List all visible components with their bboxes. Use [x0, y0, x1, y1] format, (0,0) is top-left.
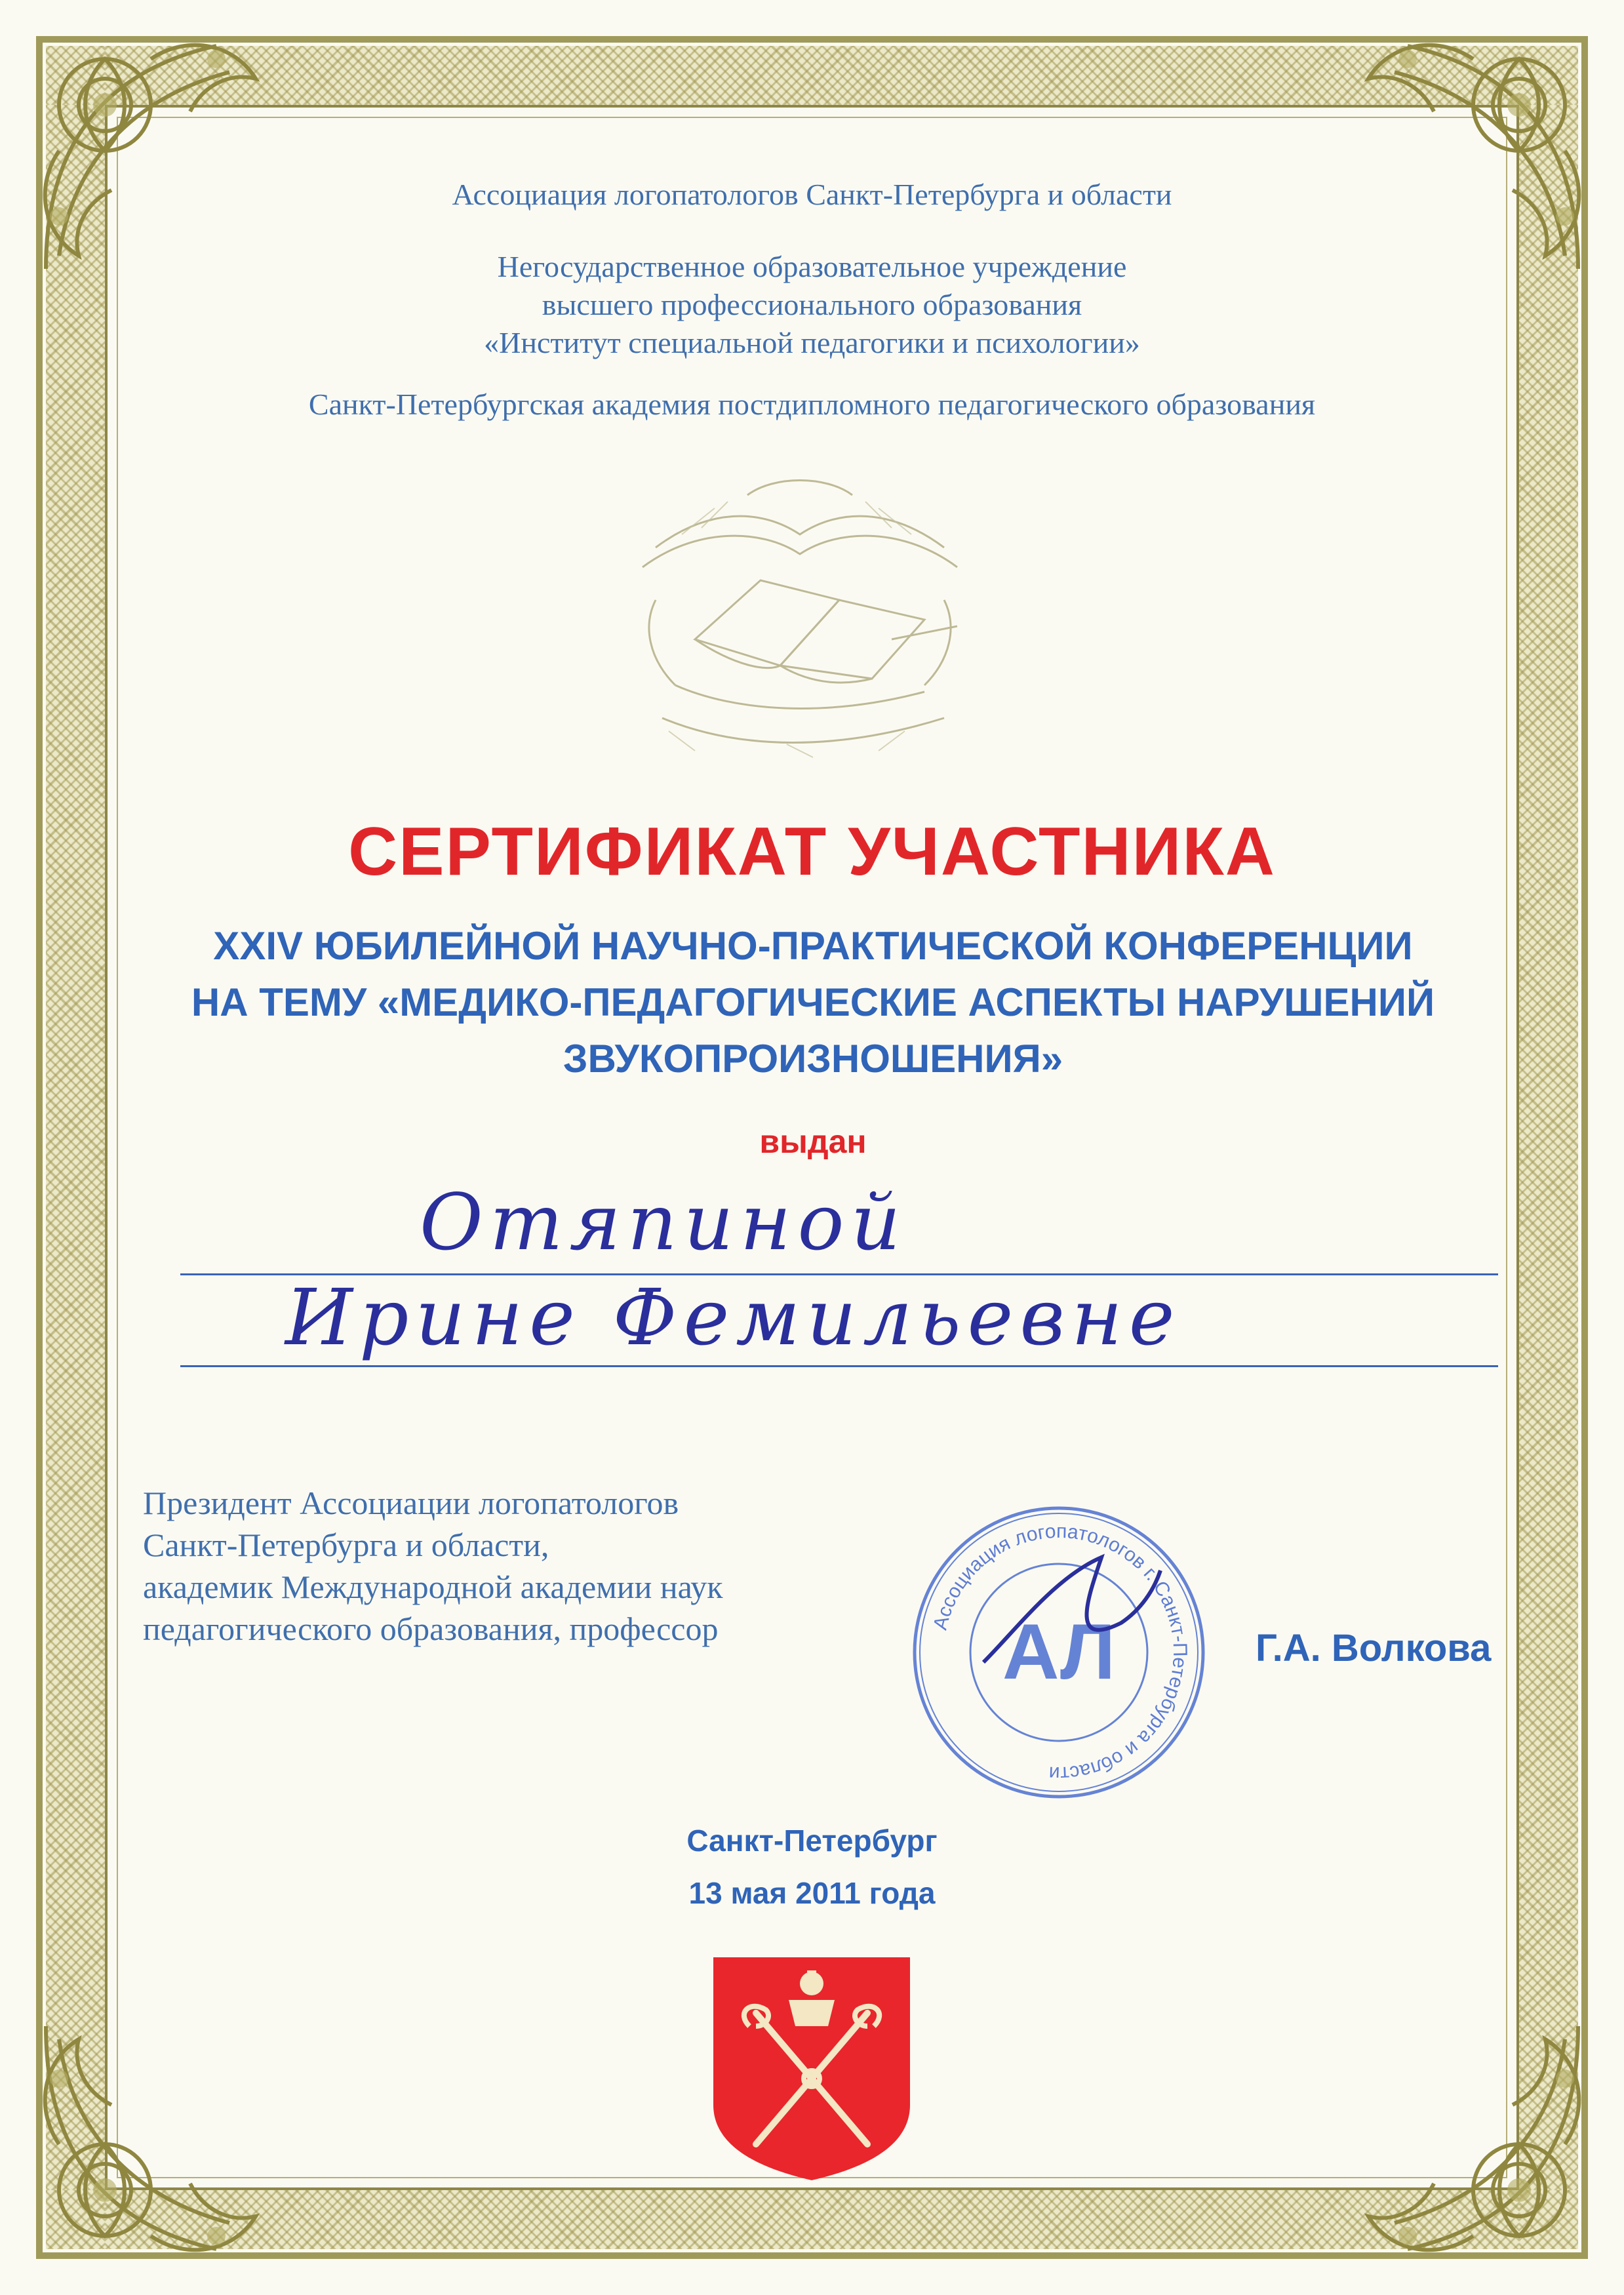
recipient-surname: Отяпиной	[420, 1177, 907, 1267]
issue-date: 13 мая 2011 года	[688, 1876, 936, 1910]
recipient-given-names: Ирине Фемильевне	[285, 1272, 1181, 1363]
city: Санкт-Петербург	[686, 1824, 938, 1858]
signatory-title-line: академик Международной академии наук	[143, 1568, 723, 1605]
org-academy: Санкт-Петербургская академия постдипломного педагогического образования	[308, 388, 1316, 421]
org-institute-line: «Институт специальной педагогики и психологии»	[484, 326, 1140, 359]
stamp-monogram: АЛ	[1002, 1608, 1116, 1696]
signatory-title	[143, 1482, 930, 1650]
saint-petersburg-coat-of-arms-icon	[710, 1954, 913, 2184]
ornament-corner-icon	[1329, 2000, 1604, 2275]
org-association: Ассоциация логопатологов Санкт-Петербурга и области	[452, 178, 1172, 211]
conference-description	[151, 918, 1475, 1087]
stamp-ring-text: Ассоциация логопатологов г. Санкт-Петербурга и области	[929, 1520, 1191, 1785]
org-institute-line: высшего профессионального образования	[542, 288, 1082, 321]
name-underline	[180, 1365, 1498, 1367]
conference-line: XXIV ЮБИЛЕЙНОЙ НАУЧНО-ПРАКТИЧЕСКОЙ КОНФЕРЕНЦИИ	[213, 924, 1413, 968]
signatory-title-line: Президент Ассоциации логопатологов	[143, 1485, 679, 1521]
conference-line: НА ТЕМУ «МЕДИКО-ПЕДАГОГИЧЕСКИЕ АСПЕКТЫ НАРУШЕНИЙ	[191, 980, 1435, 1024]
certificate-title: СЕРТИФИКАТ УЧАСТНИКА	[348, 814, 1276, 890]
org-institute	[0, 248, 1624, 362]
org-institute-line: Негосударственное образовательное учреждение	[497, 250, 1127, 283]
official-stamp	[905, 1498, 1213, 1806]
open-book-icon	[616, 469, 983, 777]
ornament-corner-icon	[20, 2000, 295, 2275]
issued-label: выдан	[759, 1123, 867, 1160]
conference-line: ЗВУКОПРОИЗНОШЕНИЯ»	[563, 1037, 1063, 1081]
signatory-title-line: педагогического образования, профессор	[143, 1610, 719, 1647]
signatory-title-line: Санкт-Петербурга и области,	[143, 1527, 549, 1563]
signer-name: Г.А. Волкова	[1256, 1627, 1492, 1669]
